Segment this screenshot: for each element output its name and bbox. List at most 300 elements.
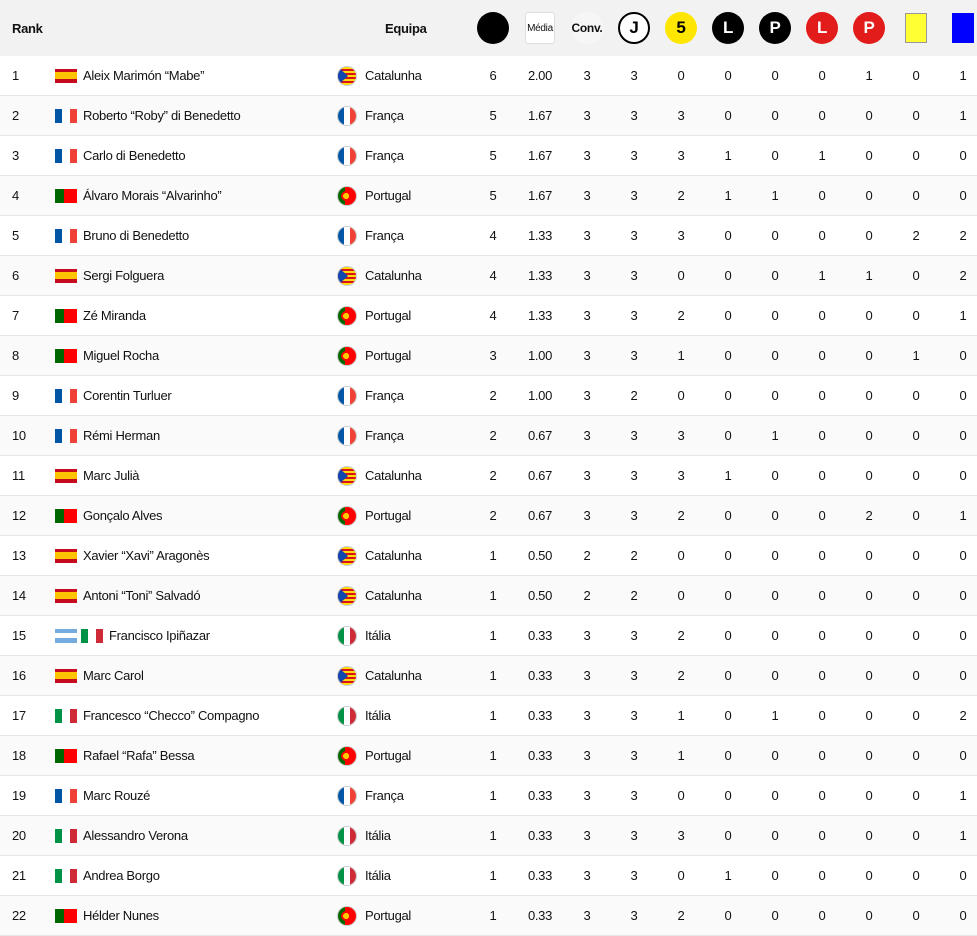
portugal-flag-icon <box>55 749 77 763</box>
games-cell: 3 <box>630 308 638 323</box>
goals-cell: 1 <box>489 828 497 843</box>
player-name: Carlo di Benedetto <box>83 148 186 163</box>
table-header <box>0 0 977 56</box>
table-row[interactable] <box>0 136 977 176</box>
five-cell: 0 <box>677 548 685 563</box>
rank-cell: 4 <box>12 188 19 203</box>
five-icon: 5 <box>665 12 697 44</box>
p-black-cell: 1 <box>771 188 779 203</box>
table-row[interactable] <box>0 736 977 776</box>
table-row[interactable] <box>0 216 977 256</box>
five-cell: 1 <box>677 708 685 723</box>
portugal-flag-icon <box>55 349 77 363</box>
rank-cell: 12 <box>12 508 26 523</box>
table-row[interactable] <box>0 296 977 336</box>
blue-cards-cell: 0 <box>959 388 967 403</box>
five-cell: 3 <box>677 828 685 843</box>
player-name: Gonçalo Alves <box>83 508 163 523</box>
player-cell[interactable] <box>55 456 325 495</box>
goals-cell: 4 <box>489 308 497 323</box>
player-name: Zé Miranda <box>83 308 146 323</box>
team-cell[interactable] <box>337 696 457 735</box>
yellow-cards-cell: 0 <box>912 628 920 643</box>
games-cell: 2 <box>630 588 638 603</box>
player-cell[interactable] <box>55 896 325 935</box>
conv-cell: 3 <box>583 748 591 763</box>
portugal-flag-icon <box>55 309 77 323</box>
yellow-cards-cell: 0 <box>912 68 920 83</box>
player-cell[interactable] <box>55 136 325 175</box>
player-name: Andrea Borgo <box>83 868 160 883</box>
table-row[interactable] <box>0 656 977 696</box>
catalonia-team-badge-icon <box>337 66 357 86</box>
table-row[interactable] <box>0 496 977 536</box>
l-red-cell: 1 <box>818 148 826 163</box>
p-black-cell: 0 <box>771 588 779 603</box>
goals-cell: 2 <box>489 388 497 403</box>
portugal-flag-icon <box>55 189 77 203</box>
five-cell: 0 <box>677 788 685 803</box>
media-header[interactable] <box>520 0 560 56</box>
blue-cards-cell: 0 <box>959 148 967 163</box>
media-cell: 0.67 <box>527 468 553 483</box>
player-cell[interactable] <box>55 776 325 815</box>
games-cell: 3 <box>630 228 638 243</box>
france-team-badge-icon <box>337 786 357 806</box>
team-cell[interactable] <box>337 736 457 775</box>
blue-cards-cell: 0 <box>959 428 967 443</box>
l-black-cell: 1 <box>724 868 732 883</box>
yellow-cards-cell: 0 <box>912 308 920 323</box>
media-cell: 1.67 <box>527 148 553 163</box>
five-cell: 0 <box>677 68 685 83</box>
team-cell[interactable] <box>337 336 457 375</box>
italy-flag-icon <box>55 709 77 723</box>
p-black-cell: 0 <box>771 628 779 643</box>
l-red-cell: 0 <box>818 68 826 83</box>
games-cell: 3 <box>630 748 638 763</box>
yellow-cards-cell: 1 <box>912 348 920 363</box>
rank-cell: 11 <box>12 468 25 483</box>
team-name: Itália <box>365 828 391 843</box>
player-cell[interactable] <box>55 656 325 695</box>
yellow-cards-cell: 0 <box>912 668 920 683</box>
games-cell: 3 <box>630 508 638 523</box>
yellow-cards-cell: 0 <box>912 428 920 443</box>
media-cell: 0.33 <box>527 868 553 883</box>
goals-cell: 1 <box>489 868 497 883</box>
p-red-cell: 1 <box>865 68 873 83</box>
conv-cell: 3 <box>583 428 591 443</box>
p-red-cell: 0 <box>865 828 873 843</box>
table-body <box>0 56 977 936</box>
conv-cell: 3 <box>583 388 591 403</box>
p-black-cell: 0 <box>771 548 779 563</box>
p-red-header[interactable] <box>849 0 889 56</box>
media-cell: 1.00 <box>527 348 553 363</box>
team-cell[interactable] <box>337 496 457 535</box>
conv-cell: 3 <box>583 628 591 643</box>
games-cell: 3 <box>630 108 638 123</box>
p-red-cell: 0 <box>865 228 873 243</box>
l-black-cell: 0 <box>724 708 732 723</box>
team-name: Catalunha <box>365 468 422 483</box>
l-black-cell: 0 <box>724 668 732 683</box>
media-cell: 1.33 <box>527 228 553 243</box>
goals-cell: 5 <box>489 188 497 203</box>
yellow-cards-cell: 0 <box>912 188 920 203</box>
five-cell: 2 <box>677 508 685 523</box>
goals-header[interactable] <box>473 0 513 56</box>
goals-cell: 1 <box>489 788 497 803</box>
yellow-cards-cell: 0 <box>912 468 920 483</box>
goals-cell: 2 <box>489 468 497 483</box>
team-cell[interactable] <box>337 576 457 615</box>
blue-cards-cell: 2 <box>959 708 967 723</box>
player-cell[interactable] <box>55 816 325 855</box>
l-black-cell: 1 <box>724 468 732 483</box>
p-black-cell: 0 <box>771 748 779 763</box>
table-row[interactable] <box>0 56 977 96</box>
catalonia-team-badge-icon <box>337 586 357 606</box>
media-cell: 0.67 <box>527 428 553 443</box>
five-header[interactable] <box>661 0 701 56</box>
spain-flag-icon <box>55 549 77 563</box>
table-row[interactable] <box>0 336 977 376</box>
italy-team-badge-icon <box>337 626 357 646</box>
player-cell[interactable] <box>55 96 325 135</box>
conv-cell: 3 <box>583 868 591 883</box>
player-name: Xavier “Xavi” Aragonès <box>83 548 210 563</box>
player-cell[interactable] <box>55 176 325 215</box>
team-cell[interactable] <box>337 136 457 175</box>
france-team-badge-icon <box>337 106 357 126</box>
l-red-cell: 0 <box>818 428 826 443</box>
l-black-cell: 0 <box>724 828 732 843</box>
team-cell[interactable] <box>337 616 457 655</box>
player-cell[interactable] <box>55 576 325 615</box>
player-name: Bruno di Benedetto <box>83 228 189 243</box>
five-cell: 2 <box>677 308 685 323</box>
table-row[interactable] <box>0 416 977 456</box>
l-black-cell: 0 <box>724 228 732 243</box>
conv-cell: 3 <box>583 308 591 323</box>
blue-cards-cell: 1 <box>959 788 967 803</box>
rank-cell: 6 <box>12 268 19 283</box>
rank-cell: 9 <box>12 388 19 403</box>
blue-cards-cell: 2 <box>959 268 967 283</box>
p-red-cell: 0 <box>865 108 873 123</box>
team-cell[interactable] <box>337 376 457 415</box>
yellow-cards-cell: 0 <box>912 148 920 163</box>
five-cell: 3 <box>677 228 685 243</box>
l-black-icon: L <box>712 12 744 44</box>
p-red-cell: 0 <box>865 708 873 723</box>
media-cell: 1.00 <box>527 388 553 403</box>
five-cell: 3 <box>677 468 685 483</box>
yellow-cards-cell: 2 <box>912 228 920 243</box>
five-cell: 0 <box>677 268 685 283</box>
l-red-cell: 0 <box>818 748 826 763</box>
rank-header[interactable]: Rank <box>12 20 43 36</box>
p-red-cell: 0 <box>865 548 873 563</box>
conv-header[interactable] <box>567 0 607 56</box>
player-name: Marc Julià <box>83 468 140 483</box>
catalonia-team-badge-icon <box>337 466 357 486</box>
team-name: Itália <box>365 628 391 643</box>
media-cell: 1.67 <box>527 188 553 203</box>
table-row[interactable] <box>0 376 977 416</box>
blue-cards-cell: 0 <box>959 588 967 603</box>
blue-cards-cell: 0 <box>959 548 967 563</box>
team-name: Portugal <box>365 908 412 923</box>
l-red-cell: 0 <box>818 228 826 243</box>
conv-cell: 2 <box>583 588 591 603</box>
media-cell: 0.50 <box>527 588 553 603</box>
player-cell[interactable] <box>55 296 325 335</box>
games-cell: 3 <box>630 708 638 723</box>
games-cell: 3 <box>630 828 638 843</box>
five-cell: 1 <box>677 748 685 763</box>
games-cell: 3 <box>630 148 638 163</box>
table-row[interactable] <box>0 776 977 816</box>
player-cell[interactable] <box>55 616 325 655</box>
games-cell: 3 <box>630 428 638 443</box>
blue-cards-cell: 2 <box>959 228 967 243</box>
p-black-cell: 0 <box>771 108 779 123</box>
goals-cell: 2 <box>489 428 497 443</box>
p-black-cell: 0 <box>771 308 779 323</box>
l-red-cell: 0 <box>818 468 826 483</box>
conv-cell: 3 <box>583 108 591 123</box>
l-red-cell: 0 <box>818 588 826 603</box>
player-cell[interactable] <box>55 856 325 895</box>
table-row[interactable] <box>0 896 977 936</box>
goals-cell: 1 <box>489 708 497 723</box>
team-cell[interactable] <box>337 216 457 255</box>
conv-cell: 3 <box>583 788 591 803</box>
conv-icon: Conv. <box>571 12 603 44</box>
l-red-cell: 0 <box>818 788 826 803</box>
rank-cell: 17 <box>12 708 26 723</box>
l-red-cell: 0 <box>818 868 826 883</box>
blue-card-header[interactable] <box>943 0 977 56</box>
team-name: Portugal <box>365 508 412 523</box>
l-red-cell: 0 <box>818 308 826 323</box>
rank-cell: 2 <box>12 108 19 123</box>
team-cell[interactable] <box>337 536 457 575</box>
l-red-header[interactable] <box>802 0 842 56</box>
yellow-card-icon <box>905 13 927 43</box>
team-cell[interactable] <box>337 856 457 895</box>
five-cell: 2 <box>677 188 685 203</box>
team-name: Catalunha <box>365 588 422 603</box>
team-name: França <box>365 228 404 243</box>
p-black-cell: 0 <box>771 388 779 403</box>
team-name: Portugal <box>365 188 412 203</box>
five-cell: 0 <box>677 388 685 403</box>
goals-cell: 5 <box>489 148 497 163</box>
conv-cell: 3 <box>583 908 591 923</box>
table-row[interactable] <box>0 176 977 216</box>
five-cell: 2 <box>677 628 685 643</box>
p-red-cell: 0 <box>865 188 873 203</box>
yellow-cards-cell: 0 <box>912 588 920 603</box>
player-cell[interactable] <box>55 416 325 455</box>
l-red-cell: 0 <box>818 628 826 643</box>
blue-cards-cell: 0 <box>959 468 967 483</box>
blue-cards-cell: 0 <box>959 188 967 203</box>
table-row[interactable] <box>0 576 977 616</box>
rank-cell: 10 <box>12 428 26 443</box>
goals-cell: 1 <box>489 908 497 923</box>
rank-cell: 8 <box>12 348 19 363</box>
catalonia-team-badge-icon <box>337 666 357 686</box>
team-cell[interactable] <box>337 816 457 855</box>
games-header[interactable] <box>614 0 654 56</box>
france-team-badge-icon <box>337 426 357 446</box>
media-cell: 1.33 <box>527 268 553 283</box>
rank-cell: 21 <box>12 868 26 883</box>
p-red-icon: P <box>853 12 885 44</box>
goals-cell: 4 <box>489 268 497 283</box>
blue-card-icon <box>952 13 974 43</box>
five-cell: 2 <box>677 668 685 683</box>
team-cell[interactable] <box>337 656 457 695</box>
team-cell[interactable] <box>337 456 457 495</box>
media-cell: 0.33 <box>527 828 553 843</box>
team-cell[interactable] <box>337 776 457 815</box>
conv-cell: 3 <box>583 508 591 523</box>
media-cell: 0.33 <box>527 908 553 923</box>
team-cell[interactable] <box>337 896 457 935</box>
p-red-cell: 0 <box>865 428 873 443</box>
france-flag-icon <box>55 789 77 803</box>
conv-cell: 3 <box>583 468 591 483</box>
rank-cell: 22 <box>12 908 26 923</box>
yellow-cards-cell: 0 <box>912 788 920 803</box>
player-name: Hélder Nunes <box>83 908 159 923</box>
player-cell[interactable] <box>55 736 325 775</box>
blue-cards-cell: 1 <box>959 828 967 843</box>
media-icon: Média <box>525 12 555 44</box>
table-row[interactable] <box>0 616 977 656</box>
l-black-cell: 0 <box>724 908 732 923</box>
portugal-flag-icon <box>55 909 77 923</box>
player-name: Marc Carol <box>83 668 144 683</box>
p-red-cell: 0 <box>865 908 873 923</box>
media-cell: 0.33 <box>527 628 553 643</box>
p-black-header[interactable] <box>755 0 795 56</box>
player-cell[interactable] <box>55 376 325 415</box>
team-cell[interactable] <box>337 96 457 135</box>
player-cell[interactable] <box>55 496 325 535</box>
p-black-cell: 0 <box>771 788 779 803</box>
player-name: Aleix Marimón “Mabe” <box>83 68 205 83</box>
p-red-cell: 0 <box>865 468 873 483</box>
italy-flag-icon <box>55 869 77 883</box>
l-black-cell: 0 <box>724 788 732 803</box>
table-row[interactable] <box>0 536 977 576</box>
media-cell: 0.33 <box>527 788 553 803</box>
team-cell[interactable] <box>337 296 457 335</box>
portugal-team-badge-icon <box>337 186 357 206</box>
p-red-cell: 0 <box>865 668 873 683</box>
blue-cards-cell: 1 <box>959 108 967 123</box>
player-name: Roberto “Roby” di Benedetto <box>83 108 241 123</box>
team-name: França <box>365 788 404 803</box>
player-name: Alessandro Verona <box>83 828 188 843</box>
media-cell: 2.00 <box>527 68 553 83</box>
table-row[interactable] <box>0 696 977 736</box>
team-name: Portugal <box>365 748 412 763</box>
table-row[interactable] <box>0 256 977 296</box>
conv-cell: 3 <box>583 228 591 243</box>
yellow-cards-cell: 0 <box>912 548 920 563</box>
conv-cell: 3 <box>583 828 591 843</box>
team-header[interactable]: Equipa <box>385 20 427 36</box>
italy-team-badge-icon <box>337 706 357 726</box>
team-cell[interactable] <box>337 416 457 455</box>
player-cell[interactable] <box>55 56 325 95</box>
l-red-cell: 0 <box>818 108 826 123</box>
team-cell[interactable] <box>337 56 457 95</box>
france-team-badge-icon <box>337 226 357 246</box>
team-name: Catalunha <box>365 68 422 83</box>
rank-cell: 20 <box>12 828 26 843</box>
table-row[interactable] <box>0 96 977 136</box>
player-cell[interactable] <box>55 336 325 375</box>
table-row[interactable] <box>0 816 977 856</box>
player-cell[interactable] <box>55 696 325 735</box>
p-red-cell: 0 <box>865 348 873 363</box>
l-black-cell: 0 <box>724 628 732 643</box>
team-name: Portugal <box>365 348 412 363</box>
l-black-cell: 1 <box>724 188 732 203</box>
games-cell: 2 <box>630 388 638 403</box>
player-cell[interactable] <box>55 216 325 255</box>
table-row[interactable] <box>0 856 977 896</box>
conv-cell: 3 <box>583 668 591 683</box>
yellow-card-header[interactable] <box>896 0 936 56</box>
l-red-icon: L <box>806 12 838 44</box>
l-black-cell: 0 <box>724 268 732 283</box>
p-red-cell: 0 <box>865 628 873 643</box>
l-black-header[interactable] <box>708 0 748 56</box>
team-name: Itália <box>365 868 391 883</box>
portugal-team-badge-icon <box>337 306 357 326</box>
yellow-cards-cell: 0 <box>912 748 920 763</box>
player-name: Rémi Herman <box>83 428 160 443</box>
l-red-cell: 0 <box>818 388 826 403</box>
team-name: França <box>365 108 404 123</box>
player-cell[interactable] <box>55 256 325 295</box>
team-cell[interactable] <box>337 176 457 215</box>
l-black-cell: 0 <box>724 388 732 403</box>
team-cell[interactable] <box>337 256 457 295</box>
p-red-cell: 0 <box>865 148 873 163</box>
games-cell: 3 <box>630 908 638 923</box>
media-cell: 1.33 <box>527 308 553 323</box>
black-ball-icon <box>477 12 509 44</box>
table-row[interactable] <box>0 456 977 496</box>
italy-flag-icon <box>81 629 103 643</box>
player-cell[interactable] <box>55 536 325 575</box>
catalonia-team-badge-icon <box>337 546 357 566</box>
l-black-cell: 0 <box>724 748 732 763</box>
blue-cards-cell: 1 <box>959 68 967 83</box>
goals-cell: 1 <box>489 588 497 603</box>
